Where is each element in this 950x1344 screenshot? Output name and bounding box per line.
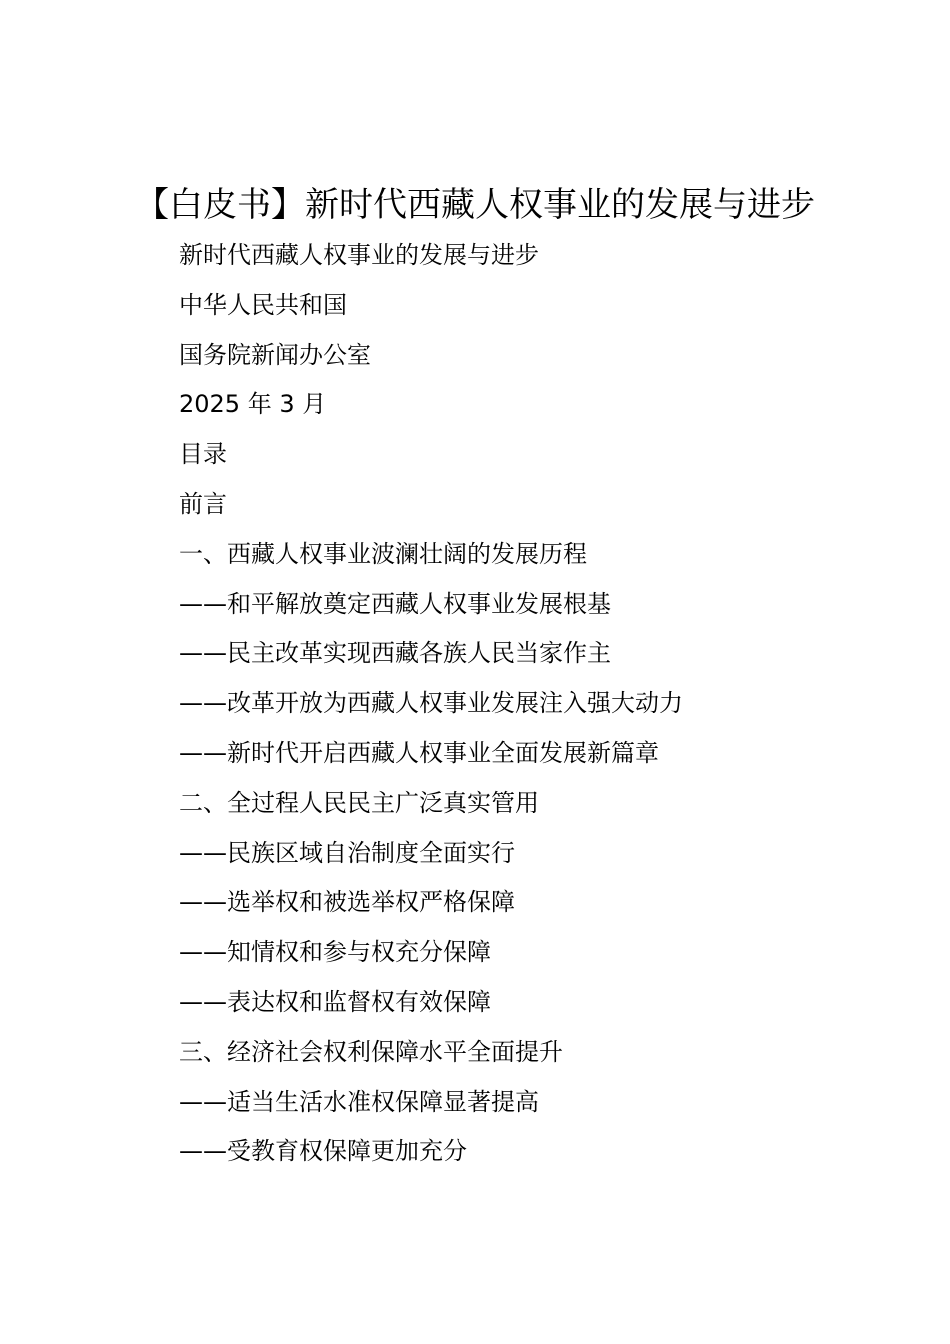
toc-section: 一、西藏人权事业波澜壮阔的发展历程 (179, 539, 587, 568)
toc-section: 三、经济社会权利保障水平全面提升 (179, 1037, 563, 1066)
country-line: 中华人民共和国 (179, 290, 347, 319)
document-body (179, 233, 683, 1179)
toc-item: ——和平解放奠定西藏人权事业发展根基 (179, 589, 611, 618)
toc-item: ——受教育权保障更加充分 (179, 1137, 467, 1166)
subtitle-line: 新时代西藏人权事业的发展与进步 (179, 241, 539, 269)
toc-item: ——改革开放为西藏人权事业发展注入强大动力 (179, 689, 683, 718)
toc-item: ——适当生活水准权保障显著提高 (179, 1087, 539, 1116)
toc-item: ——知情权和参与权充分保障 (179, 938, 491, 967)
toc-item: 前言 (179, 489, 227, 518)
toc-item: ——新时代开启西藏人权事业全面发展新篇章 (179, 738, 659, 767)
issuer-line: 国务院新闻办公室 (179, 340, 371, 369)
toc-section: 二、全过程人民民主广泛真实管用 (179, 788, 539, 817)
toc-item: ——民族区域自治制度全面实行 (179, 838, 515, 867)
date-line: 2025 年 3 月 (179, 390, 327, 419)
toc-item: ——选举权和被选举权严格保障 (179, 888, 515, 917)
toc-heading: 目录 (179, 440, 227, 469)
toc-item: ——表达权和监督权有效保障 (179, 987, 491, 1016)
document-title: 【白皮书】新时代西藏人权事业的发展与进步 (135, 185, 815, 225)
toc-item: ——民主改革实现西藏各族人民当家作主 (179, 639, 611, 668)
